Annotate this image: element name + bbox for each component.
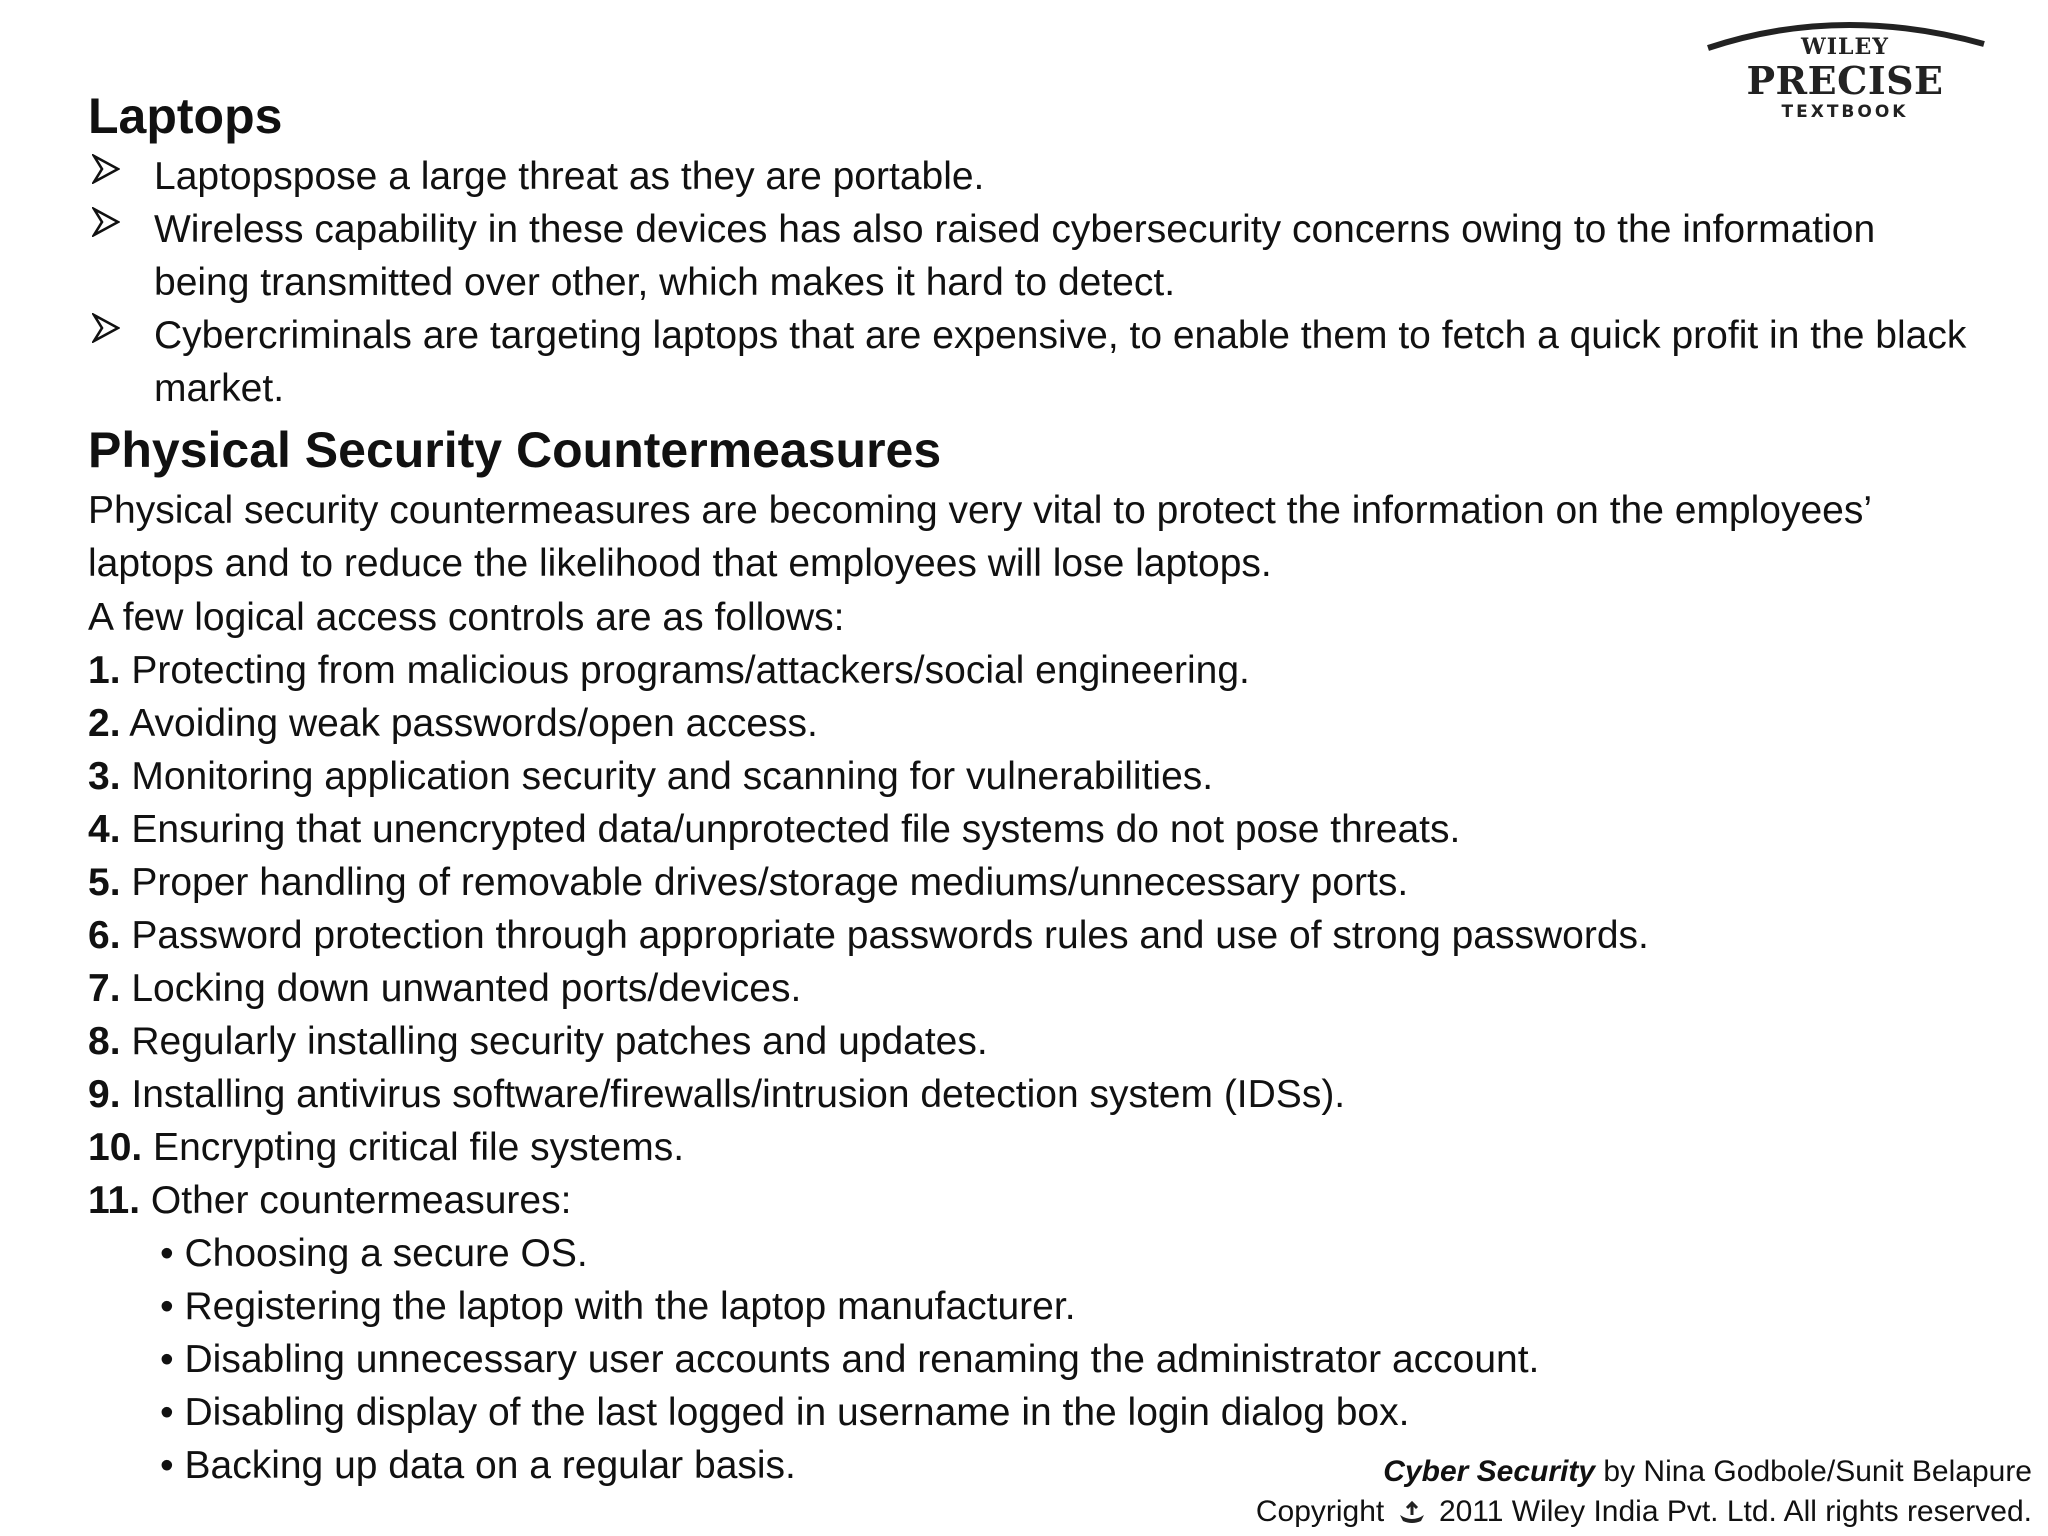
list-item-number: 5. — [88, 861, 121, 904]
list-item-text: Avoiding weak passwords/open access. — [120, 702, 818, 745]
list-item-text: Installing antivirus software/firewalls/intrusion detection system (IDSs). — [120, 1073, 1346, 1116]
list-item-number: 1. — [88, 649, 121, 692]
footer-copyright — [1256, 1492, 2032, 1532]
sub-list-item: • Disabling unnecessary user accounts and renaming the administrator account. — [160, 1338, 1540, 1381]
footer-book-title: Cyber Security — [1383, 1455, 1596, 1488]
list-item — [88, 1121, 1649, 1174]
laptops-bullet — [88, 203, 1968, 309]
arrow-bullet-icon — [92, 313, 120, 343]
laptops-heading: Laptops — [88, 88, 283, 144]
list-item-number: 2. — [88, 702, 121, 745]
list-item-text: Monitoring application security and scanning for vulnerabilities. — [120, 755, 1214, 798]
laptops-bullet — [88, 150, 1968, 203]
list-item — [88, 1015, 1649, 1068]
list-item-text: Password protection through appropriate passwords rules and use of strong passwords. — [120, 914, 1649, 957]
list-item — [88, 909, 1649, 962]
list-item — [88, 644, 1649, 697]
list-item — [88, 697, 1649, 750]
footer-copyright-label: Copyright — [1255, 1495, 1385, 1528]
list-item-text: Locking down unwanted ports/devices. — [120, 967, 802, 1010]
list-item-number: 6. — [88, 914, 121, 957]
list-item-number: 8. — [88, 1020, 121, 1063]
countermeasures-intro: Physical security countermeasures are becoming very vital to protect the information on the employees’ laptops and to reduce the likelihood that employees will lose laptops. — [88, 489, 1871, 585]
list-item-number: 10. — [88, 1126, 143, 1169]
list-item — [88, 962, 1649, 1015]
wiley-precise-logo — [1700, 12, 1990, 122]
countermeasures-lead: A few logical access controls are as follows: — [88, 596, 845, 639]
list-item-text: Ensuring that unencrypted data/unprotected file systems do not pose threats. — [120, 808, 1461, 851]
list-item — [88, 803, 1649, 856]
list-item-text: Regularly installing security patches and updates. — [120, 1020, 988, 1063]
laptops-bullet-text: Cybercriminals are targeting laptops that are expensive, to enable them to fetch a quick profit in the black market. — [154, 314, 1967, 410]
countermeasures-heading: Physical Security Countermeasures — [88, 422, 942, 478]
list-item — [88, 856, 1649, 909]
logo-line1: WILEY — [1801, 34, 1889, 60]
logo-line3: TEXTBOOK — [1781, 102, 1909, 122]
arrow-bullet-icon — [92, 207, 120, 237]
list-item-number: 9. — [88, 1073, 121, 1116]
list-item-number: 7. — [88, 967, 121, 1010]
logo-line2: PRECISE — [1746, 58, 1944, 103]
list-item-text: Encrypting critical file systems. — [142, 1126, 685, 1169]
list-item — [88, 750, 1649, 803]
list-item-number: 3. — [88, 755, 121, 798]
sub-list-item: • Registering the laptop with the laptop manufacturer. — [160, 1285, 1076, 1328]
laptops-bullet-text: Laptopspose a large threat as they are portable. — [154, 155, 985, 198]
list-item-text: Protecting from malicious programs/attackers/social engineering. — [120, 649, 1250, 692]
list-item-text: Other countermeasures: — [140, 1179, 572, 1222]
sub-list-item: • Disabling display of the last logged in username in the login dialog box. — [160, 1391, 1410, 1434]
footer-copyright-text: 2011 Wiley India Pvt. Ltd. All rights reserved. — [1438, 1495, 2032, 1528]
footer-book-credit — [1383, 1452, 2032, 1492]
laptops-bullet — [88, 309, 1968, 415]
list-item — [88, 1174, 1649, 1227]
list-item — [88, 1068, 1649, 1121]
wiley-mark-icon — [1397, 1501, 1427, 1525]
arrow-bullet-icon — [92, 154, 120, 184]
sub-list-item: • Choosing a secure OS. — [160, 1232, 588, 1275]
sub-list-item: • Backing up data on a regular basis. — [160, 1444, 796, 1487]
list-item-text: Proper handling of removable drives/storage mediums/unnecessary ports. — [120, 861, 1409, 904]
footer-authors: by Nina Godbole/Sunit Belapure — [1595, 1455, 2032, 1488]
list-item-number: 4. — [88, 808, 121, 851]
countermeasures-list — [88, 644, 1649, 1227]
list-item-number: 11. — [88, 1179, 141, 1222]
other-countermeasures-list — [160, 1227, 1539, 1492]
laptops-bullet-text: Wireless capability in these devices has also raised cybersecurity concerns owing to the information being transmitted over other, which makes it hard to detect. — [154, 208, 1876, 304]
